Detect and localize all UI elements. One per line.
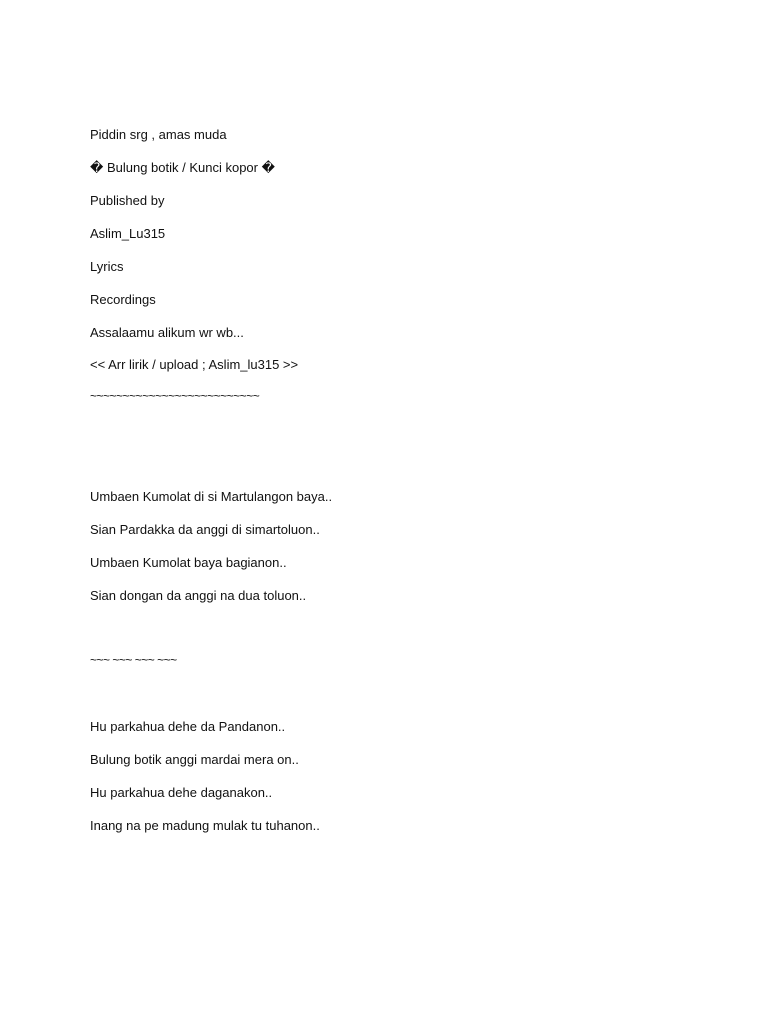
verse2-line-4: Inang na pe madung mulak tu tuhanon.. bbox=[90, 818, 320, 833]
section-separator: ~~~ ~~~ ~~~ ~~~ bbox=[90, 653, 177, 667]
lyrics-label: Lyrics bbox=[90, 259, 124, 274]
published-label: Published by bbox=[90, 193, 165, 208]
divider-line: ~~~~~~~~~~~~~~~~~~~~~~~~~~ bbox=[90, 389, 260, 403]
verse2-line-2: Bulung botik anggi mardai mera on.. bbox=[90, 752, 299, 767]
verse1-line-3: Umbaen Kumolat baya bagianon.. bbox=[90, 555, 287, 570]
verse1-line-4: Sian dongan da anggi na dua toluon.. bbox=[90, 588, 307, 603]
verse2-line-1: Hu parkahua dehe da Pandanon.. bbox=[90, 719, 286, 734]
document-title: Piddin srg , amas muda bbox=[90, 127, 227, 142]
verse1-line-1: Umbaen Kumolat di si Martulangon baya.. bbox=[90, 489, 333, 504]
verse2-line-3: Hu parkahua dehe daganakon.. bbox=[90, 785, 273, 800]
publisher-name: Aslim_Lu315 bbox=[90, 226, 166, 241]
song-title: � Bulung botik / Kunci kopor � bbox=[90, 160, 275, 175]
recordings-label: Recordings bbox=[90, 292, 156, 307]
verse1-line-2: Sian Pardakka da anggi di simartoluon.. bbox=[90, 522, 320, 537]
arranger-credit: << Arr lirik / upload ; Aslim_lu315 >> bbox=[90, 357, 299, 372]
greeting-line: Assalaamu alikum wr wb... bbox=[90, 325, 244, 340]
